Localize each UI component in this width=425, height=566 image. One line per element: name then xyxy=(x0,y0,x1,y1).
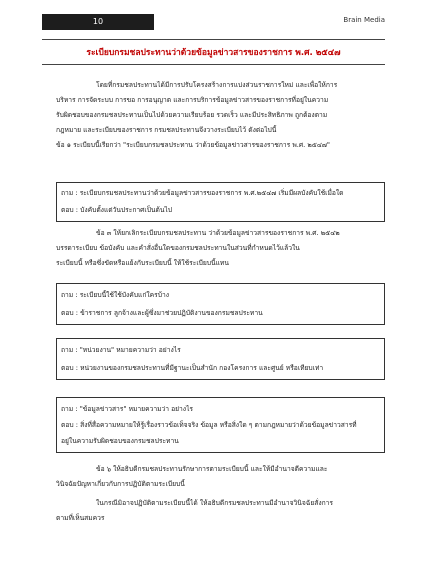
discretion-paragraph xyxy=(56,496,384,526)
page-number-tab xyxy=(42,14,154,30)
qa-answer: ตอบ : หน่วยงานของกรมชลประทานที่มีฐานะเป็นสำนัก กองโครงการ และศูนย์ หรือเทียบเท่า xyxy=(61,364,324,372)
qa-answer: ตอบ : บังคับตั้งแต่วันประกาศเป็นต้นไป xyxy=(61,206,173,214)
intro-line: ข้อ ๑ ระเบียบนี้เรียกว่า "ระเบียบกรมชลประทาน ว่าด้วยข้อมูลข่าวสารของราชการ พ.ศ. ๒๕๔๗" xyxy=(56,141,331,149)
qa-box-applies-to xyxy=(56,283,385,325)
qa-box-agency-definition xyxy=(56,338,385,380)
intro-line: รับผิดชอบของกรมชลประทานเป็นไปด้วยความเรียบร้อย รวดเร็ว และมีประสิทธิภาพ ถูกต้องตาม xyxy=(56,111,328,119)
clause-line: ตามที่เห็นสมควร xyxy=(56,514,105,522)
intro-paragraph xyxy=(56,78,384,153)
qa-question: ถาม : "ข้อมูลข่าวสาร" หมายความว่า อย่างไร xyxy=(61,405,194,413)
qa-question: ถาม : ระเบียบกรมชลประทานว่าด้วยข้อมูลข่าวสารของราชการ พ.ศ.๒๕๔๗ เริ่มมีผลบังคับใช้เมื่อใด xyxy=(61,189,344,197)
intro-line: บริหาร การจัดระบบ การขอ การอนุญาต และการบริการข้อมูลข่าวสารของราชการที่อยู่ในความ xyxy=(56,96,329,104)
brand-label: Brain Media xyxy=(343,16,385,24)
clause-3-paragraph xyxy=(56,226,384,271)
qa-question: ถาม : ระเบียบนี้ใช้ใช้บังคับแก่ใครบ้าง xyxy=(61,291,169,299)
qa-box-effective-date xyxy=(56,182,385,222)
intro-line: กฎหมาย และระเบียบของราชการ กรมชลประทานจึงวางระเบียบไว้ ดังต่อไปนี้ xyxy=(56,126,277,134)
clause-line: ในกรณีมิอาจปฏิบัติตามระเบียบนี้ได้ ให้อธิบดีกรมชลประทานมีอำนาจวินิจฉัยสั่งการ xyxy=(96,499,333,507)
page-number: 10 xyxy=(92,17,104,26)
clause-line: ข้อ ๖ ให้อธิบดีกรมชลประทานรักษาการตามระเบียบนี้ และให้มีอำนาจตีความและ xyxy=(96,465,328,473)
clause-6-paragraph xyxy=(56,462,384,492)
clause-line: ข้อ ๓ ให้ยกเลิกระเบียบกรมชลประทาน ว่าด้วยข้อมูลข่าวสารของราชการ พ.ศ. ๒๕๔๒ xyxy=(96,229,340,237)
qa-answer: ตอบ : สิ่งที่สื่อความหมายให้รู้เรื่องราวข้อเท็จจริง ข้อมูล หรือสิ่งใด ๆ ตามกฎหมายว่าด้วยข้อมูลข่าวสารที่ xyxy=(61,421,357,429)
intro-line: โดยที่กรมชลประทานได้มีการปรับโครงสร้างการแบ่งส่วนราชการใหม่ และเพื่อให้การ xyxy=(96,81,338,89)
title-bar xyxy=(42,39,385,65)
qa-question: ถาม : "หน่วยงาน" หมายความว่า อย่างไร xyxy=(61,346,181,354)
clause-line: บรรดาระเบียบ ข้อบังคับ และคำสั่งอื่นใดของกรมชลประทานในส่วนที่กำหนดไว้แล้วใน xyxy=(56,244,300,252)
clause-line: ระเบียบนี้ หรือซึ่งขัดหรือแย้งกับระเบียบนี้ ให้ใช้ระเบียบนี้แทน xyxy=(56,259,229,267)
qa-answer-continued: อยู่ในความรับผิดชอบของกรมชลประทาน xyxy=(61,437,179,445)
qa-box-information-definition xyxy=(56,397,385,453)
clause-line: วินิจฉัยปัญหาเกี่ยวกับการปฏิบัติตามระเบียบนี้ xyxy=(56,480,185,488)
qa-answer: ตอบ : ข้าราชการ ลูกจ้างและผู้ซึ่งมาช่วยปฏิบัติงานของกรมชลประทาน xyxy=(61,309,263,317)
document-title: ระเบียบกรมชลประทานว่าด้วยข้อมูลข่าวสารของราชการ พ.ศ. ๒๕๔๗ xyxy=(86,48,341,58)
